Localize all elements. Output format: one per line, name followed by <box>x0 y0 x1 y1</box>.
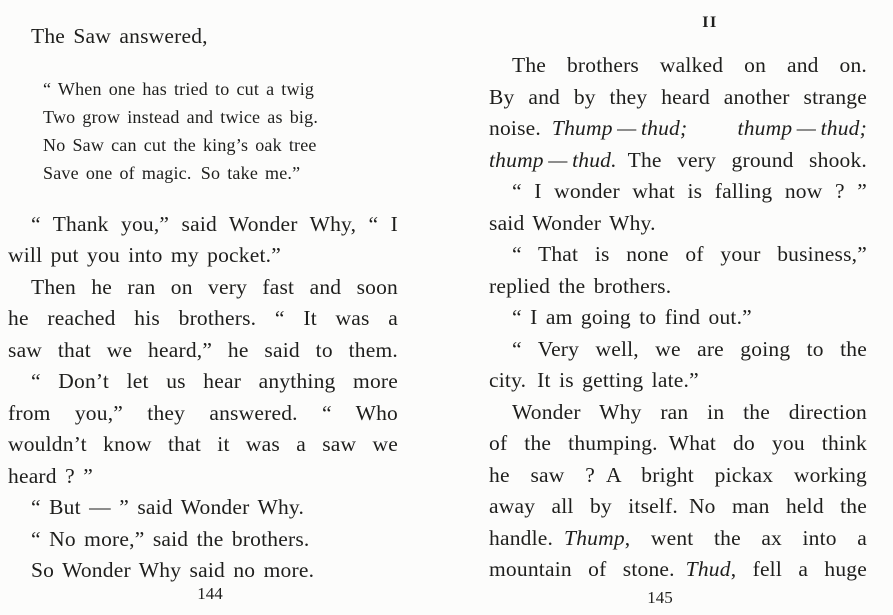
text-line <box>489 334 867 366</box>
text-segment: , went the ax into a <box>624 525 867 550</box>
text-segment: he saw ? A bright pickax working <box>489 462 867 487</box>
text-segment: “ Thank you,” said Wonder Why, “ I <box>31 211 398 236</box>
text-line <box>8 303 398 335</box>
text-line <box>489 460 867 492</box>
text-line <box>489 397 867 429</box>
text-line <box>489 554 867 586</box>
text-line <box>8 209 398 241</box>
paragraph <box>8 524 398 556</box>
text-line <box>489 491 867 523</box>
text-segment: handle. <box>489 525 565 550</box>
text-line <box>489 82 867 114</box>
text-segment: will put you into my pocket.” <box>8 243 281 267</box>
text-line <box>43 159 398 187</box>
right-page-body <box>489 50 867 586</box>
text-line <box>8 524 398 556</box>
text-segment: noise. <box>489 116 552 140</box>
text-line <box>489 145 867 177</box>
text-segment: “ When one has tried to cut a twig <box>43 78 315 99</box>
text-segment: he reached his brothers. “ It was a <box>8 306 398 330</box>
text-segment: wouldn’t know that it was a saw we <box>8 432 398 456</box>
text-segment: saw that we heard,” he said to them. <box>8 337 398 362</box>
text-line <box>489 428 867 460</box>
text-line <box>8 492 398 524</box>
paragraph <box>489 302 867 334</box>
right-page-number: 145 <box>647 588 673 607</box>
text-segment: replied the brothers. <box>489 273 672 298</box>
text-line <box>8 335 398 367</box>
text-segment: away all by itself. No man held the <box>489 494 867 518</box>
paragraph <box>8 209 398 272</box>
left-page-body <box>8 21 398 587</box>
paragraph <box>489 50 867 176</box>
text-segment: “ That is none of your business,” <box>512 242 867 266</box>
text-line <box>8 398 398 430</box>
verse-stanza <box>8 75 398 187</box>
text-segment: By and by they heard another strange <box>489 84 867 109</box>
text-segment: “ I am going to find out.” <box>512 305 752 329</box>
text-line <box>489 302 867 334</box>
text-line <box>489 365 867 397</box>
text-line <box>489 523 867 555</box>
text-segment: Two grow instead and twice as big. <box>43 106 319 127</box>
text-segment: The Saw answered, <box>31 24 208 48</box>
text-segment: “ I wonder what is falling now ? ” <box>512 179 867 203</box>
text-segment: Wonder Why ran in the direction <box>512 399 867 424</box>
text-line <box>489 208 867 240</box>
text-segment: Then he ran on very fast and soon <box>31 274 398 299</box>
text-line <box>43 75 398 103</box>
text-segment: The brothers walked on and on. <box>512 53 867 77</box>
text-segment: from you,” they answered. “ Who <box>8 400 398 425</box>
italic-text: Thump — thud; thump — thud; <box>551 116 867 140</box>
text-segment: The very ground shook. <box>616 147 867 172</box>
left-page-number: 144 <box>197 584 223 603</box>
paragraph <box>489 239 867 302</box>
text-line <box>8 366 398 398</box>
paragraph <box>8 492 398 524</box>
paragraph <box>8 555 398 587</box>
paragraph <box>489 334 867 397</box>
text-line <box>8 21 398 53</box>
paragraph <box>8 21 398 53</box>
text-segment: mountain of stone. <box>489 557 686 581</box>
text-segment: “ No more,” said the brothers. <box>31 526 310 551</box>
paragraph <box>8 366 398 492</box>
text-segment: said Wonder Why. <box>489 210 656 235</box>
text-line <box>489 271 867 303</box>
text-line <box>43 103 398 131</box>
text-line <box>8 429 398 461</box>
text-segment: No Saw can cut the king’s oak tree <box>43 134 317 155</box>
text-line <box>8 272 398 304</box>
italic-text: Thud <box>685 557 731 581</box>
text-line <box>489 239 867 271</box>
paragraph <box>8 272 398 367</box>
text-segment: Save one of magic. So take me.” <box>43 162 301 183</box>
text-line <box>8 240 398 272</box>
text-line <box>489 113 867 145</box>
text-segment: city. It is getting late.” <box>489 368 699 392</box>
italic-text: thump — thud. <box>489 147 617 172</box>
right-page <box>489 0 867 615</box>
italic-text: Thump <box>564 525 625 550</box>
text-line <box>8 555 398 587</box>
text-segment: So Wonder Why said no more. <box>31 558 315 582</box>
text-line <box>8 461 398 493</box>
text-segment: “ Very well, we are going to the <box>512 336 867 361</box>
chapter-number-heading: II <box>702 14 718 31</box>
paragraph <box>489 397 867 586</box>
text-segment: heard ? ” <box>8 463 93 488</box>
text-segment: of the thumping. What do you think <box>489 431 867 455</box>
text-segment: , fell a huge <box>730 557 867 581</box>
text-line <box>489 50 867 82</box>
text-line <box>489 176 867 208</box>
text-segment: “ But — ” said Wonder Why. <box>31 495 305 519</box>
text-segment: “ Don’t let us hear anything more <box>31 369 398 393</box>
text-line <box>43 131 398 159</box>
paragraph <box>489 176 867 239</box>
left-page <box>8 0 398 615</box>
